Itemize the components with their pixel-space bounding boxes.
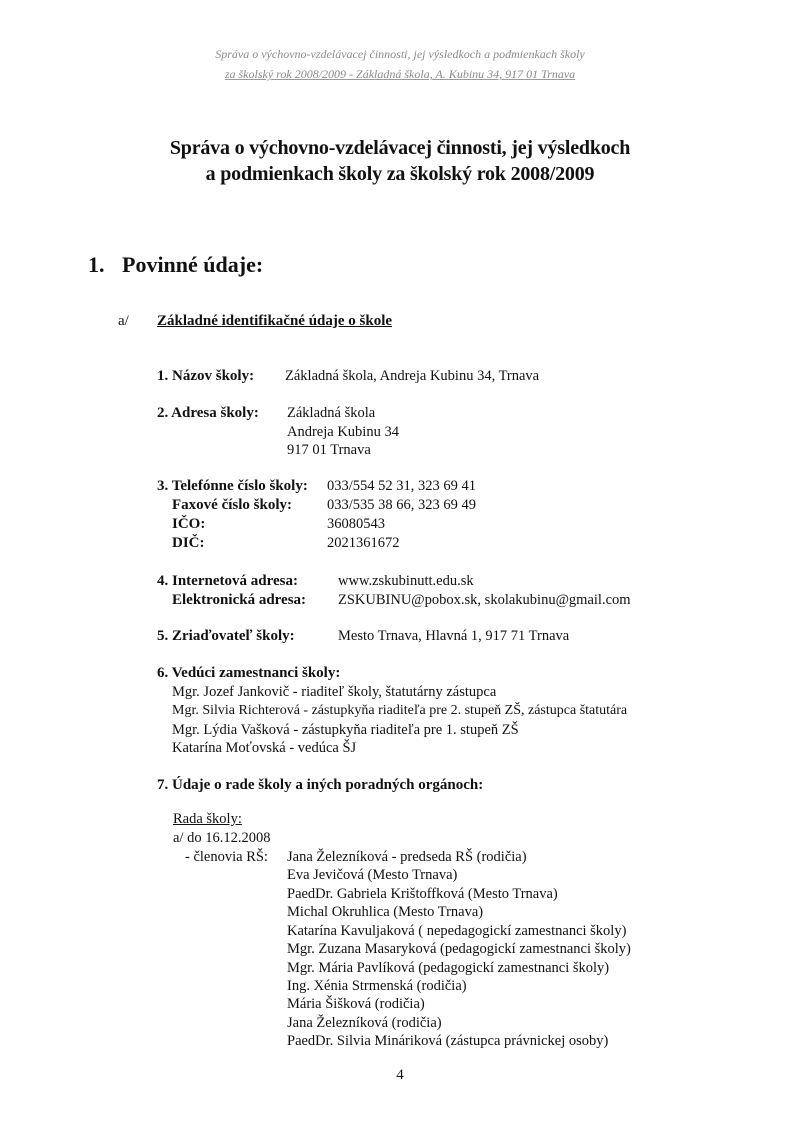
document-title-line2: a podmienkach školy za školský rok 2008/2009 bbox=[205, 163, 595, 185]
council-member: Mgr. Zuzana Masaryková (pedagogickí zamestnanci školy) bbox=[287, 941, 631, 957]
council-member: Eva Jevičová (Mesto Trnava) bbox=[287, 867, 458, 883]
section-heading: Povinné údaje: bbox=[122, 252, 264, 277]
founder-label: 5. Zriaďovateľ školy: bbox=[157, 628, 295, 644]
phone-label: 3. Telefónne číslo školy: bbox=[157, 478, 308, 494]
running-header-line1: Správa o výchovno-vzdelávacej činnosti, jej výsledkoch a podmienkach školy bbox=[215, 47, 585, 61]
management-item: Mgr. Silvia Richterová - zástupkyňa riaditeľa pre 2. stupeň ZŠ, zástupca štatutára bbox=[172, 703, 628, 718]
council-period: a/ do 16.12.2008 bbox=[173, 830, 271, 846]
page-number: 4 bbox=[396, 1067, 404, 1083]
school-address-label: 2. Adresa školy: bbox=[157, 405, 259, 421]
council-member: Katarína Kavuljaková ( nepedagogickí zamestnanci školy) bbox=[287, 923, 627, 939]
school-address-line: Základná škola bbox=[287, 405, 376, 421]
school-address-line: Andreja Kubinu 34 bbox=[287, 424, 399, 440]
council-member: Jana Železníková (rodičia) bbox=[287, 1015, 442, 1031]
school-name-value: Základná škola, Andreja Kubinu 34, Trnava bbox=[285, 368, 540, 384]
council-member: Mária Šišková (rodičia) bbox=[287, 996, 425, 1012]
management-item: Mgr. Lýdia Vašková - zástupkyňa riaditeľa pre 1. stupeň ZŠ bbox=[172, 722, 519, 738]
council-member: Jana Železníková - predseda RŠ (rodičia) bbox=[287, 849, 527, 865]
fax-label: Faxové číslo školy: bbox=[172, 497, 292, 513]
council-label: Rada školy: bbox=[173, 811, 242, 827]
council-heading: 7. Údaje o rade školy a iných poradných orgánoch: bbox=[157, 777, 484, 793]
council-member: Michal Okruhlica (Mesto Trnava) bbox=[287, 904, 484, 920]
running-header-line2: za školský rok 2008/2009 - Základná škola, A. Kubinu 34, 917 01 Trnava bbox=[224, 67, 576, 81]
subsection-marker: a/ bbox=[118, 313, 129, 329]
web-value: www.zskubinutt.edu.sk bbox=[338, 573, 474, 589]
fax-value: 033/535 38 66, 323 69 49 bbox=[327, 497, 477, 513]
phone-value: 033/554 52 31, 323 69 41 bbox=[327, 478, 477, 494]
document-title-line1: Správa o výchovno-vzdelávacej činnosti, jej výsledkoch bbox=[169, 137, 631, 159]
council-member: PaedDr. Gabriela Krištoffková (Mesto Trnava) bbox=[287, 886, 558, 902]
email-value: ZSKUBINU@pobox.sk, skolakubinu@gmail.com bbox=[338, 592, 631, 608]
web-label: 4. Internetová adresa: bbox=[157, 573, 298, 589]
founder-value: Mesto Trnava, Hlavná 1, 917 71 Trnava bbox=[338, 628, 570, 644]
council-members-label: - členovia RŠ: bbox=[185, 849, 268, 865]
dic-label: DIČ: bbox=[172, 535, 205, 551]
management-item: Mgr. Jozef Jankovič - riaditeľ školy, štatutárny zástupca bbox=[172, 684, 497, 700]
management-item: Katarína Moťovská - vedúca ŠJ bbox=[172, 740, 357, 756]
council-member: Ing. Xénia Strmenská (rodičia) bbox=[287, 978, 467, 994]
council-member: Mgr. Mária Pavlíková (pedagogickí zamestnanci školy) bbox=[287, 960, 610, 976]
section-number: 1. bbox=[88, 252, 105, 277]
management-label: 6. Vedúci zamestnanci školy: bbox=[157, 665, 341, 681]
ico-value: 36080543 bbox=[327, 516, 385, 532]
dic-value: 2021361672 bbox=[327, 535, 400, 551]
ico-label: IČO: bbox=[172, 516, 206, 532]
council-member: PaedDr. Silvia Mináriková (zástupca právnickej osoby) bbox=[287, 1033, 609, 1049]
school-address-line: 917 01 Trnava bbox=[287, 442, 371, 458]
school-name-label: 1. Názov školy: bbox=[157, 368, 255, 384]
subsection-heading: Základné identifikačné údaje o škole bbox=[157, 313, 393, 329]
email-label: Elektronická adresa: bbox=[172, 592, 307, 608]
